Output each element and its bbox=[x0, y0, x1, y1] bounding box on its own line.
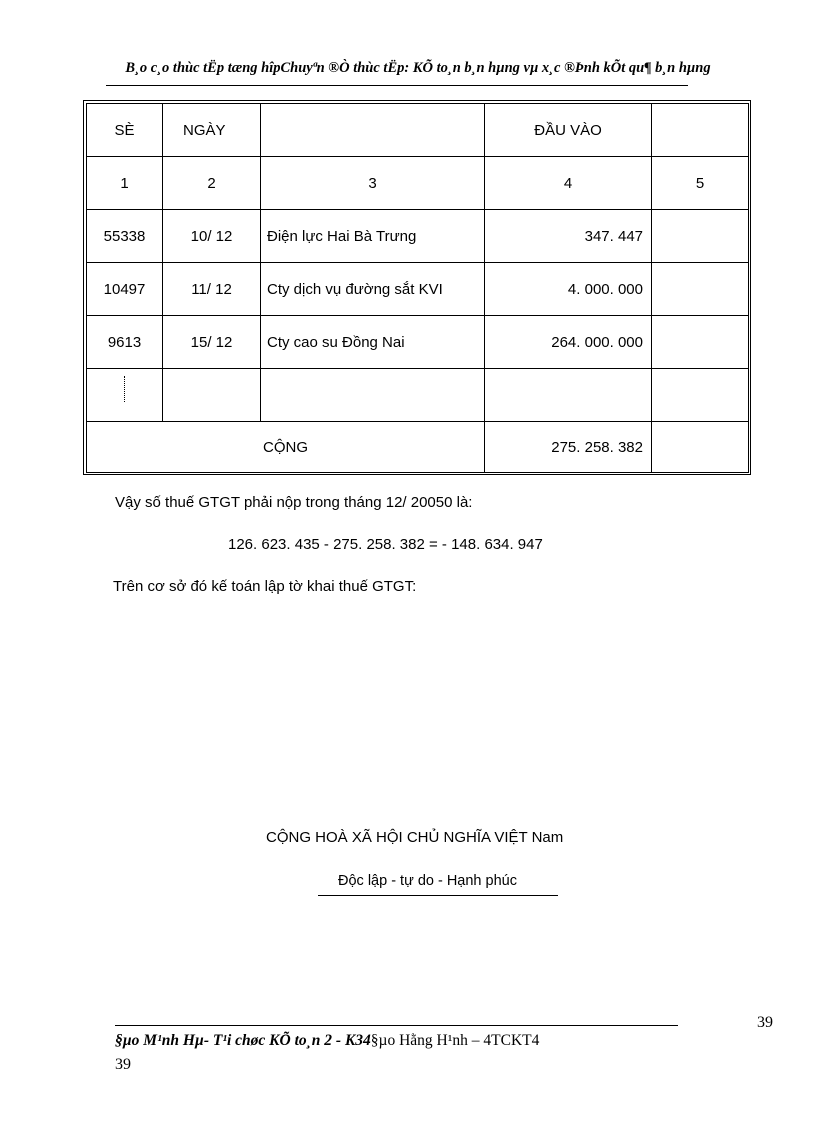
cell-dau-vao: 347. 447 bbox=[485, 210, 652, 263]
index-cell: 5 bbox=[652, 157, 749, 210]
table-total-row bbox=[87, 422, 749, 473]
header-cell-ten bbox=[261, 104, 485, 157]
total-value: 275. 258. 382 bbox=[485, 422, 652, 473]
table-header-row bbox=[87, 104, 749, 157]
header-cell-col5 bbox=[652, 104, 749, 157]
total-col5 bbox=[652, 422, 749, 473]
cell-dau-vao: 4. 000. 000 bbox=[485, 263, 652, 316]
footer-divider bbox=[115, 1025, 678, 1026]
table-row bbox=[87, 263, 749, 316]
total-label: CỘNG bbox=[87, 422, 485, 473]
empty-cell bbox=[163, 369, 261, 422]
cell-so: 10497 bbox=[87, 263, 163, 316]
index-cell: 4 bbox=[485, 157, 652, 210]
cell-ngay: 15/ 12 bbox=[163, 316, 261, 369]
page-number-right: 39 bbox=[757, 1014, 773, 1031]
empty-cell bbox=[652, 369, 749, 422]
vat-input-table-frame bbox=[83, 100, 751, 475]
table-row-ellipsis bbox=[87, 369, 749, 422]
tax-calculation: 126. 623. 435 - 275. 258. 382 = - 148. 634. 947 bbox=[228, 536, 543, 553]
cell-so: 55338 bbox=[87, 210, 163, 263]
cell-col5 bbox=[652, 210, 749, 263]
index-cell: 2 bbox=[163, 157, 261, 210]
cell-ngay: 10/ 12 bbox=[163, 210, 261, 263]
vertical-ellipsis-mark bbox=[124, 376, 126, 402]
ellipsis-cell bbox=[87, 369, 163, 422]
header-cell-so: SÈ bbox=[87, 104, 163, 157]
page-number-left: 39 bbox=[115, 1056, 131, 1073]
empty-cell bbox=[485, 369, 652, 422]
header-cell-ngay: NGÀY bbox=[163, 104, 261, 157]
cell-ten: Cty cao su Đồng Nai bbox=[261, 316, 485, 369]
footer-author bbox=[115, 1032, 539, 1050]
index-cell: 3 bbox=[261, 157, 485, 210]
declaration-intro: Trên cơ sở đó kế toán lập tờ khai thuế GTGT: bbox=[113, 578, 417, 595]
cell-so: 9613 bbox=[87, 316, 163, 369]
national-motto: Độc lập - tự do - Hạnh phúc bbox=[338, 873, 517, 889]
empty-cell bbox=[261, 369, 485, 422]
table-row bbox=[87, 316, 749, 369]
table-index-row bbox=[87, 157, 749, 210]
vat-input-table bbox=[86, 103, 749, 473]
cell-ngay: 11/ 12 bbox=[163, 263, 261, 316]
tax-payable-statement: Vậy số thuế GTGT phải nộp trong tháng 12/ 20050 là: bbox=[115, 494, 473, 511]
cell-ten: Điện lực Hai Bà Trưng bbox=[261, 210, 485, 263]
motto-underline bbox=[318, 895, 558, 896]
page-header-title: B¸o c¸o thùc tËp tæng hîpChuyªn ®Ò thùc tËp: KÕ to¸n b¸n hµng vµ x¸c ®Þnh kÕt qu¶ b¸n hµng bbox=[125, 60, 711, 76]
cell-ten: Cty dịch vụ đường sắt KVI bbox=[261, 263, 485, 316]
table-row bbox=[87, 210, 749, 263]
footer-author-rest: §µo Hằng H¹nh – 4TCKT4 bbox=[370, 1032, 540, 1049]
national-title: CỘNG HOÀ XÃ HỘI CHỦ NGHĨA VIỆT Nam bbox=[266, 829, 564, 846]
header-cell-dau-vao: ĐẦU VÀO bbox=[485, 104, 652, 157]
index-cell: 1 bbox=[87, 157, 163, 210]
footer-author-italic: §µo M¹nh Hµ- T¹i chøc KÕ to¸n 2 - K34 bbox=[115, 1032, 371, 1049]
cell-dau-vao: 264. 000. 000 bbox=[485, 316, 652, 369]
header-divider bbox=[106, 85, 688, 86]
cell-col5 bbox=[652, 316, 749, 369]
cell-col5 bbox=[652, 263, 749, 316]
